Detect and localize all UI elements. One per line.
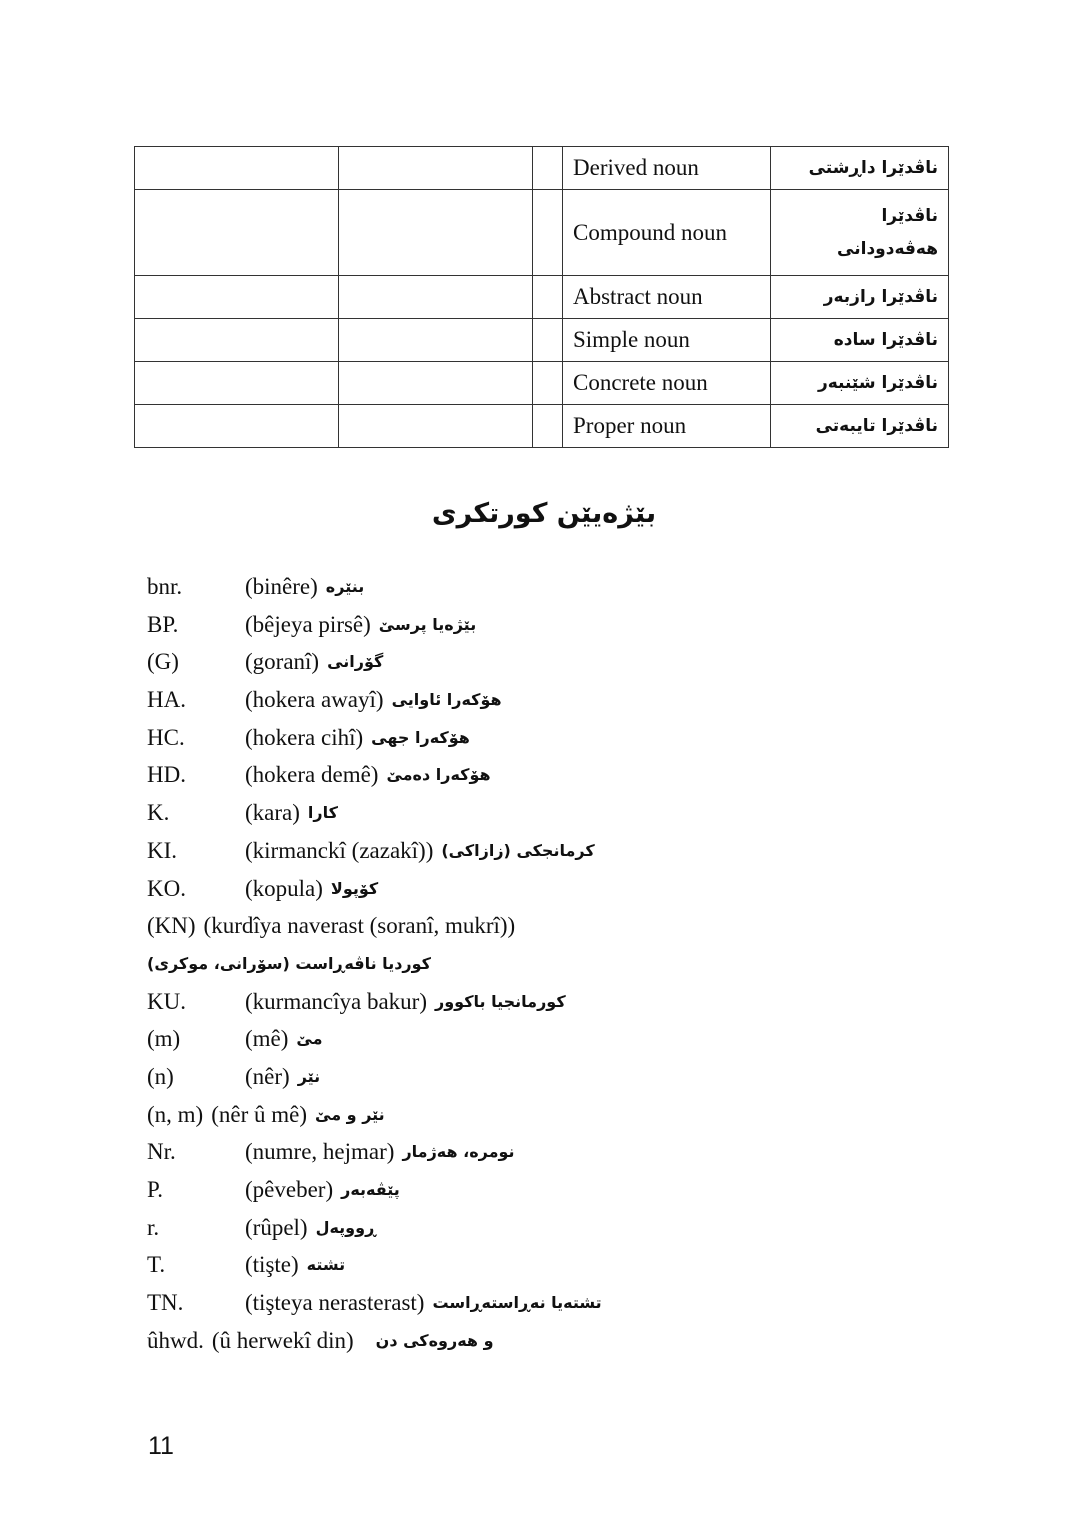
kurdish-expansion: نومرە، هەژمار <box>402 1142 515 1162</box>
kurdish-expansion: کورمانجیا باکوور <box>435 991 566 1011</box>
list-item <box>147 756 947 794</box>
latin-expansion: (bêjeya pirsê) <box>245 611 371 637</box>
list-item <box>147 681 947 719</box>
latin-expansion: (tişteya nerasterast) <box>245 1290 425 1316</box>
abbreviation: HC. <box>147 724 185 750</box>
list-item <box>147 907 947 945</box>
abbreviation: P. <box>147 1177 163 1202</box>
abbreviation: (G) <box>147 649 179 675</box>
list-item <box>147 606 947 644</box>
table-row <box>135 362 949 405</box>
abbreviation: Nr. <box>147 1139 176 1165</box>
kurdish-expansion: هۆکەرا دەمێ <box>386 765 491 785</box>
empty-cell <box>533 190 563 276</box>
list-item <box>147 1171 947 1209</box>
latin-expansion: (kara) <box>245 800 300 826</box>
empty-cell <box>339 405 533 448</box>
empty-cell <box>533 405 563 448</box>
empty-cell <box>533 319 563 362</box>
section-heading: بێژەیێن کورتکری <box>431 498 657 529</box>
english-term: Derived noun <box>563 147 771 190</box>
abbreviation: (m) <box>147 1026 181 1052</box>
list-item <box>147 1246 947 1284</box>
list-item <box>147 1096 947 1134</box>
empty-cell <box>135 190 339 276</box>
kurdish-expansion: گۆرانی <box>327 652 384 672</box>
latin-expansion: (numre, hejmar) <box>245 1139 395 1165</box>
table-row <box>135 276 949 319</box>
latin-expansion: (kirmanckî (zazakî)) <box>245 837 434 863</box>
abbreviation: ûhwd. <box>147 1327 204 1353</box>
kurdish-term: ناڤدێرا داڕشتی <box>771 147 949 190</box>
abbreviation: bnr. <box>147 574 183 599</box>
abbreviation: KU. <box>147 988 186 1014</box>
latin-expansion: (û herwekî din) <box>211 1327 354 1353</box>
latin-expansion: (nêr û mê) <box>211 1101 308 1127</box>
list-item <box>147 1058 947 1096</box>
empty-cell <box>339 190 533 276</box>
list-item <box>147 1209 947 1247</box>
empty-cell <box>135 405 339 448</box>
list-item <box>147 983 947 1021</box>
english-term: Proper noun <box>563 405 771 448</box>
list-item <box>147 1133 947 1171</box>
empty-cell <box>339 147 533 190</box>
abbreviation: (n, m) <box>147 1101 204 1127</box>
empty-cell <box>135 319 339 362</box>
latin-expansion: (rûpel) <box>245 1214 308 1240</box>
latin-expansion: (kurmancîya bakur) <box>245 988 428 1014</box>
kurdish-expansion: نێر و مێ <box>315 1104 385 1124</box>
latin-expansion: (kurdîya naverast (soranî, mukrî)) <box>203 913 516 939</box>
kurdish-expansion: هۆکەرا ئاوایی <box>391 690 502 710</box>
kurdish-expansion: مێ <box>296 1029 323 1049</box>
empty-cell <box>533 276 563 319</box>
kurdish-term: ناڤدێرا شێنبەر <box>771 362 949 405</box>
latin-expansion: (tişte) <box>245 1252 299 1278</box>
kurdish-expansion: و هەروەکی دن <box>375 1330 494 1350</box>
kurdish-term: ناڤدێرا تایبەتی <box>771 405 949 448</box>
kurdish-term: ناڤدێرا سادە <box>771 319 949 362</box>
abbreviation: TN. <box>147 1290 184 1316</box>
kurdish-expansion: پێڤەبەر <box>341 1180 400 1199</box>
english-term: Simple noun <box>563 319 771 362</box>
english-term: Concrete noun <box>563 362 771 405</box>
abbreviation: K. <box>147 800 170 826</box>
abbreviation: T. <box>147 1252 166 1278</box>
kurdish-expansion: تشتەیا نەڕاستەڕاست <box>432 1293 602 1313</box>
latin-expansion: (mê) <box>245 1026 289 1052</box>
kurdish-expansion: نێر <box>297 1066 321 1086</box>
latin-expansion: (hokera awayî) <box>245 687 384 713</box>
english-term: Compound noun <box>563 190 771 276</box>
english-term: Abstract noun <box>563 276 771 319</box>
empty-cell <box>339 276 533 319</box>
table-row <box>135 147 949 190</box>
abbreviation: KO. <box>147 875 186 901</box>
kurdish-term: ناڤدێرا هەڤەدودانی <box>771 190 949 276</box>
abbreviation: r. <box>147 1214 160 1240</box>
list-item <box>147 832 947 870</box>
kurdish-expansion: بنێرە <box>325 577 365 596</box>
latin-expansion: (goranî) <box>245 649 320 675</box>
empty-cell <box>533 362 563 405</box>
abbreviation: HA. <box>147 687 186 713</box>
kurdish-expansion: کوردیا ناڤەڕاست (سۆرانی، موکری) <box>147 953 431 973</box>
table-row <box>135 319 949 362</box>
abbreviation: (KN) <box>147 913 196 939</box>
kurdish-expansion: تشتە <box>306 1255 346 1275</box>
abbreviation-list <box>147 568 947 1359</box>
list-item <box>147 643 947 681</box>
abbreviation: KI. <box>147 837 178 863</box>
kurdish-expansion: هۆکەرا جهی <box>371 727 470 747</box>
empty-cell <box>339 362 533 405</box>
table-row <box>135 190 949 276</box>
empty-cell <box>533 147 563 190</box>
latin-expansion: (pêveber) <box>245 1177 334 1202</box>
empty-cell <box>339 319 533 362</box>
list-item <box>147 794 947 832</box>
kurdish-expansion: بێژەیا پرسێ <box>378 614 477 634</box>
page-number: 11 <box>148 1432 174 1460</box>
empty-cell <box>135 276 339 319</box>
latin-expansion: (binêre) <box>245 574 318 599</box>
latin-expansion: (kopula) <box>245 875 323 901</box>
list-item <box>147 719 947 757</box>
abbreviation: BP. <box>147 611 179 637</box>
list-item <box>147 1322 947 1360</box>
kurdish-term: ناڤدێرا رازبەر <box>771 276 949 319</box>
empty-cell <box>135 147 339 190</box>
kurdish-expansion: کۆپولا <box>330 878 379 898</box>
list-item <box>147 568 947 606</box>
empty-cell <box>135 362 339 405</box>
kurdish-expansion: ڕووپەل <box>315 1217 376 1237</box>
kurdish-expansion: کارا <box>307 803 338 823</box>
kurdish-expansion: کرمانجکی (زازاکی) <box>441 840 595 860</box>
abbreviation: HD. <box>147 762 186 788</box>
table-row <box>135 405 949 448</box>
list-item <box>147 1284 947 1322</box>
latin-expansion: (hokera cihî) <box>245 724 364 750</box>
abbreviation: (n) <box>147 1063 174 1089</box>
list-item <box>147 1020 947 1058</box>
terms-table <box>134 146 949 448</box>
list-item <box>147 945 947 983</box>
latin-expansion: (nêr) <box>245 1063 290 1089</box>
list-item <box>147 870 947 908</box>
latin-expansion: (hokera demê) <box>245 762 379 788</box>
